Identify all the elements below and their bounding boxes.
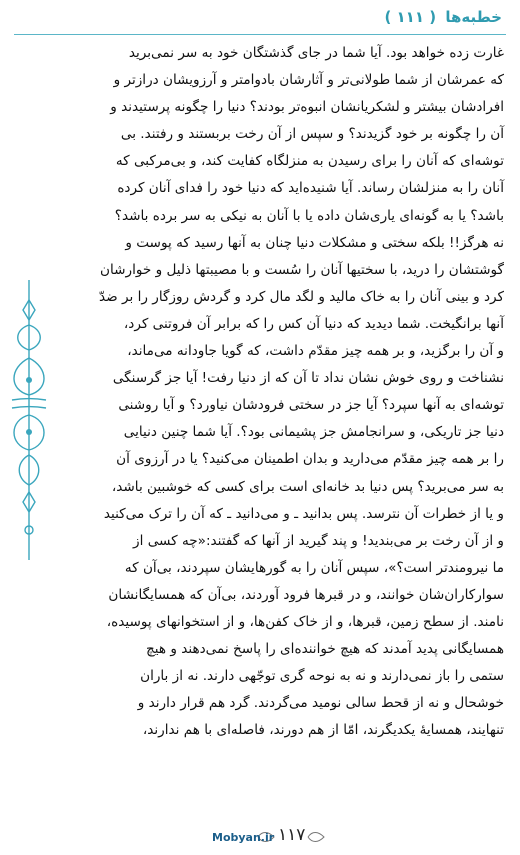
page-footer: [0, 823, 520, 851]
footer-ornament-right-icon: [306, 829, 326, 845]
text-line: را بر همه چیز مقدّم می‌دارید و بدان اطمینان می‌کنید؟ یا در آرزوی آن: [116, 451, 504, 468]
margin-ornament: [4, 280, 54, 560]
text-line: و از آن رخت بر می‌بندید! و پند گیرید از آنها که گفتند:«چه کسی از: [133, 532, 504, 549]
page-number: ۱۱۷: [278, 825, 306, 845]
text-line: غارت زده خواهد بود. آیا شما در جای گذشتگان خود به سر نمی‌برید: [128, 45, 504, 61]
text-line: ستمی را باز نمی‌دارند و نه به نوحه گری توجّهی دارند. نه از باران: [140, 668, 504, 685]
text-line: خوشحال و نه از قحط سالی نومید می‌گردند. گرد هم قرار دارند و: [137, 695, 504, 712]
text-line: آنان را به منزلشان رساند. آیا شنیده‌اید که دنیا خود را فدای آنان کرده: [117, 180, 504, 197]
text-line: همسایگانی پدید آمدند که هیچ خواننده‌ای را پاسخ نمی‌دهند و هیچ: [145, 641, 504, 658]
text-line: باشد؟ یا به گونه‌ای یاری‌شان داده یا با آنان به نیکی به سر برده باشد؟: [114, 207, 504, 224]
text-line: دنیا جز تاریکی، و سرانجامش جز پشیمانی بود؟. آیا شما چنین دنیایی: [123, 424, 504, 441]
text-line: نامند. از سطح زمین، قبرها، و از خاک کفن‌ها، و از استخوانهای پوسیده،: [106, 613, 504, 630]
text-line: به سر می‌برید؟ پس دنیا بد خانه‌ای است برای کسی که خوشبین باشد،: [111, 478, 504, 495]
text-line: و یا از خطرات آن نترسد. پس بدانید ـ و می‌دانید ـ که آن را ترک می‌کنید: [103, 505, 504, 522]
text-line: گوشتشان را درید، با سختیها آنان را سُست و با مصیبتها ذلیل و خوارشان: [100, 261, 504, 278]
text-line: که عمرشان از شما طولانی‌تر و آثارشان بادوامتر و آرزویشان درازتر و: [113, 72, 504, 89]
text-line: کرد و بینی آنان را به خاک مالید و لگد مال کرد و گردش روزگار را بر ضدّ: [98, 288, 504, 305]
text-line: نشناخت و روی خوش نشان نداد تا آن که از دنیا رفت! آیا جز گرسنگی: [112, 370, 504, 387]
text-line: ما نیرومندتر است؟»، سپس آنان را به گورهایشان سپردند، بی‌آن که: [124, 559, 504, 576]
text-line: تنهایند، همسایهٔ یکدیگرند، امّا از هم دورند، فاصله‌ای با هم ندارند،: [142, 722, 504, 739]
page-header: [14, 8, 506, 35]
header-number: ( ۱۱۱ ): [384, 8, 437, 26]
text-line: آن را چگونه بر خود گزیدند؟ و سپس از آن رخت بربستند و رفتند. بی: [120, 126, 504, 143]
site-name: Mobyan.ir: [212, 831, 275, 844]
text-line: توشه‌ای به آنها سپرد؟ آیا جز در سختی فرودشان نیاورد؟ و آیا روشنی: [118, 397, 504, 414]
text-line: آنها برانگیخت. شما دیدید که دنیا آن کس را که برابر آن فروتنی کرد،: [123, 315, 504, 332]
text-line: و آن را برگزید، و بر همه چیز مقدّم داشت، که گویا جاودانه می‌ماند،: [127, 343, 504, 360]
text-line: نه هرگز!! بلکه سختی و مشکلات دنیا چنان به آنها رسید که پوست و: [125, 234, 504, 251]
text-line: افرادشان بیشتر و لشکریانشان انبوه‌تر بودند؟ دنیا را چگونه پرستیدند و: [110, 99, 504, 116]
header-title: خطبه‌ها: [445, 8, 502, 26]
body-text: [70, 40, 504, 744]
text-line: توشه‌ای که آنان را برای رسیدن به منزلگاه کفایت کند، و بی‌مرکبی که: [115, 153, 504, 170]
text-line: سوارکاران‌شان خوانند، و در قبرها فرود آوردند، بی‌آن که همسایگانشان: [108, 586, 504, 603]
